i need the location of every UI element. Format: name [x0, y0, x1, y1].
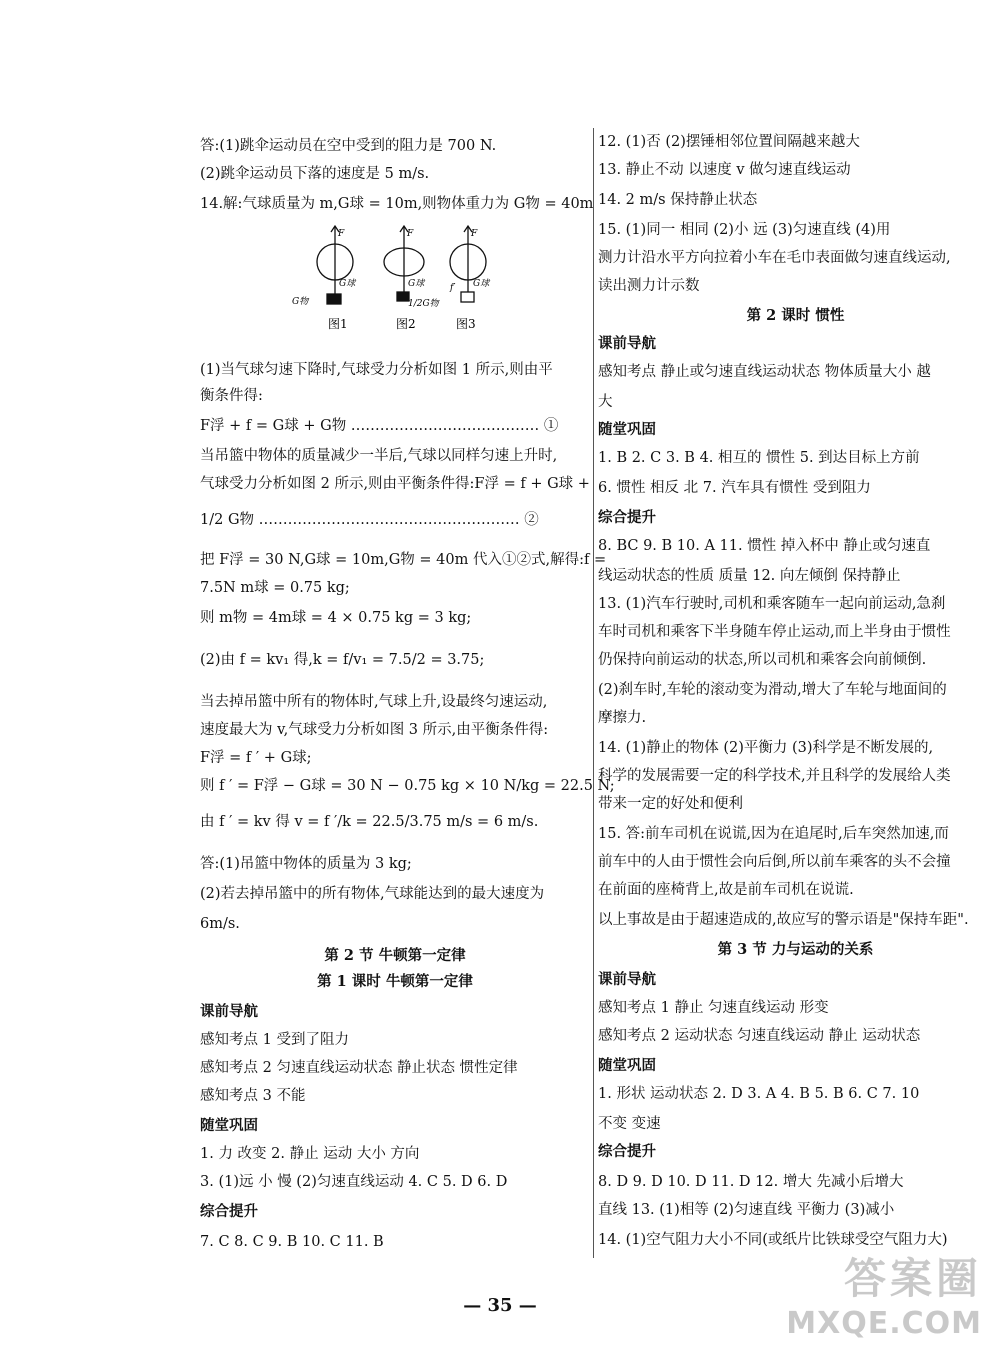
section-heading: 综合提升 — [598, 509, 656, 526]
text-line: 前车中的人由于惯性会向后倒,所以前车乘客的头不会撞 — [598, 854, 951, 870]
force-label: F — [471, 229, 478, 239]
text-line: 14. (1)空气阻力大小不同(或纸片比铁球受空气阻力大) — [598, 1232, 948, 1248]
text-line: 以上事故是由于超速造成的,故应写的警示语是"保持车距". — [598, 912, 969, 928]
weight-label: G球 — [473, 279, 490, 289]
column-divider — [593, 128, 594, 1258]
text-line: (2)刹车时,车轮的滚动变为滑动,增大了车轮与地面间的 — [598, 682, 947, 698]
equation: F浮 + f = G球 + G物 ………………………………… ① — [200, 418, 559, 434]
weight-label: G物 — [292, 297, 309, 307]
force-label: F — [407, 229, 414, 239]
text-line: 13. 静止不动 以速度 v 做匀速直线运动 — [598, 162, 851, 178]
text-line: 感知考点 2 匀速直线运动状态 静止状态 惯性定律 — [200, 1060, 518, 1076]
text-line: 答:(1)吊篮中物体的质量为 3 kg; — [200, 856, 412, 872]
text-line: 不变 变速 — [598, 1116, 661, 1132]
watermark — [786, 1246, 982, 1341]
text-line: 在前面的座椅背上,故是前车司机在说谎. — [598, 882, 854, 898]
text-line: 测力计沿水平方向拉着小车在毛巾表面做匀速直线运动, — [598, 250, 951, 266]
text-line: 15. 答:前车司机在说谎,因为在追尾时,后车突然加速,而 — [598, 826, 949, 842]
section-heading: 随堂巩固 — [598, 421, 656, 438]
section-heading: 随堂巩固 — [200, 1117, 258, 1134]
text-line: 当去掉吊篮中所有的物体时,气球上升,设最终匀速运动, — [200, 694, 548, 710]
section-heading: 随堂巩固 — [598, 1057, 656, 1074]
page-number: — 35 — — [463, 1295, 537, 1316]
text-line: 当吊篮中物体的质量减少一半后,气球以同样匀速上升时, — [200, 448, 558, 464]
equation: 则 m物 = 4m球 = 4 × 0.75 kg = 3 kg; — [200, 610, 472, 626]
figure-caption: 图3 — [456, 317, 476, 331]
section-title: 第 2 节 牛顿第一定律 — [324, 947, 466, 964]
equation: (2)由 f = kv₁ 得,k = f/v₁ = 7.5/2 = 3.75; — [200, 652, 485, 668]
section-title: 第 3 节 力与运动的关系 — [717, 941, 874, 958]
weight-label: 1/2G物 — [408, 299, 439, 309]
section-heading: 课前导航 — [598, 335, 656, 352]
text-line: 衡条件得: — [200, 388, 263, 404]
text-line: 大 — [598, 394, 613, 410]
text-line: 线运动状态的性质 质量 12. 向左倾倒 保持静止 — [598, 568, 901, 584]
text-line: 仍保持向前运动的状态,所以司机和乘客会向前倾倒. — [598, 652, 927, 668]
text-line: 科学的发展需要一定的科学技术,并且科学的发展给人类 — [598, 768, 951, 784]
text-line: 1. B 2. C 3. B 4. 相互的 惯性 5. 到达目标上方前 — [598, 450, 920, 466]
text-line: 1. 形状 运动状态 2. D 3. A 4. B 5. B 6. C 7. 10 — [598, 1086, 920, 1102]
lesson-title: 第 2 课时 惯性 — [746, 307, 845, 324]
text-line: 6. 惯性 相反 北 7. 汽车具有惯性 受到阻力 — [598, 480, 871, 496]
text-line: 8. BC 9. B 10. A 11. 惯性 掉入杯中 静止或匀速直 — [598, 538, 931, 554]
text-line: 感知考点 1 受到了阻力 — [200, 1032, 349, 1048]
text-line: 6m/s. — [200, 916, 240, 932]
equation: 1/2 G物 ……………………………………………… ② — [200, 512, 539, 528]
text-line: 7. C 8. C 9. B 10. C 11. B — [200, 1234, 384, 1250]
text-line: 12. (1)否 (2)摆锤相邻位置间隔越来越大 — [598, 134, 860, 150]
text-line: 速度最大为 v,气球受力分析如图 3 所示,由平衡条件得: — [200, 722, 549, 738]
text-line: (2)跳伞运动员下落的速度是 5 m/s. — [200, 166, 430, 182]
section-heading: 课前导航 — [200, 1003, 258, 1020]
section-heading: 课前导航 — [598, 971, 656, 988]
figure-caption: 图1 — [328, 317, 348, 331]
text-line: 14. (1)静止的物体 (2)平衡力 (3)科学是不断发展的, — [598, 740, 934, 756]
text-line: 14.解:气球质量为 m,G球 = 10m,则物体重力为 G物 = 40m — [200, 196, 594, 212]
watermark-logo: 答案圈 — [843, 1254, 982, 1303]
text-line: 7.5N m球 = 0.75 kg; — [200, 580, 350, 596]
text-line: 感知考点 1 静止 匀速直线运动 形变 — [598, 1000, 829, 1016]
text-line: 13. (1)汽车行驶时,司机和乘客随车一起向前运动,急刹 — [598, 596, 946, 612]
force-label: F — [338, 229, 345, 239]
text-line: 摩擦力. — [598, 710, 647, 726]
figure-1 — [317, 226, 353, 304]
figure-caption: 图2 — [396, 317, 416, 331]
text-line: (2)若去掉吊篮中的所有物体,气球能达到的最大速度为 — [200, 886, 545, 902]
weight-label: G球 — [339, 279, 356, 289]
text-line: 感知考点 3 不能 — [200, 1088, 306, 1104]
text-line: 感知考点 2 运动状态 匀速直线运动 静止 运动状态 — [598, 1028, 921, 1044]
figure-3 — [450, 226, 486, 302]
force-label: f′ — [450, 283, 456, 293]
text-line: 把 F浮 = 30 N,G球 = 10m,G物 = 40m 代入①②式,解得:f = — [200, 552, 607, 568]
equation: 由 f ′ = kv 得 v = f ′/k = 22.5/3.75 m/s = 6 m/s. — [200, 814, 539, 830]
section-heading: 综合提升 — [598, 1143, 656, 1160]
section-heading: 综合提升 — [200, 1203, 258, 1220]
text-line: 读出测力计示数 — [598, 278, 700, 294]
balloon-force-diagrams — [290, 224, 500, 334]
text-line: 14. 2 m/s 保持静止状态 — [598, 192, 758, 208]
text-line: 感知考点 静止或匀速直线运动状态 物体质量大小 越 — [598, 364, 931, 380]
lesson-title: 第 1 课时 牛顿第一定律 — [317, 973, 473, 990]
weight-label: G球 — [408, 279, 425, 289]
text-line: 直线 13. (1)相等 (2)匀速直线 平衡力 (3)减小 — [598, 1202, 895, 1218]
text-line: (1)当气球匀速下降时,气球受力分析如图 1 所示,则由平 — [200, 362, 553, 378]
equation: F浮 = f ′ + G球; — [200, 750, 312, 766]
text-line: 15. (1)同一 相同 (2)小 远 (3)匀速直线 (4)用 — [598, 222, 891, 238]
watermark-url: MXQE.COM — [786, 1306, 982, 1341]
text-line: 1. 力 改变 2. 静止 运动 大小 方向 — [200, 1146, 420, 1162]
text-line: 气球受力分析如图 2 所示,则由平衡条件得:F浮 = f + G球 + — [200, 476, 590, 492]
text-line: 带来一定的好处和便利 — [598, 796, 743, 812]
figure-2 — [384, 226, 424, 301]
text-line: 8. D 9. D 10. D 11. D 12. 增大 先减小后增大 — [598, 1174, 904, 1190]
text-line: 3. (1)远 小 慢 (2)匀速直线运动 4. C 5. D 6. D — [200, 1174, 508, 1190]
equation: 则 f ′ = F浮 − G球 = 30 N − 0.75 kg × 10 N/kg = 22.5 N; — [200, 778, 615, 794]
text-line: 答:(1)跳伞运动员在空中受到的阻力是 700 N. — [200, 138, 497, 154]
text-line: 车时司机和乘客下半身随车停止运动,而上半身由于惯性 — [598, 624, 951, 640]
